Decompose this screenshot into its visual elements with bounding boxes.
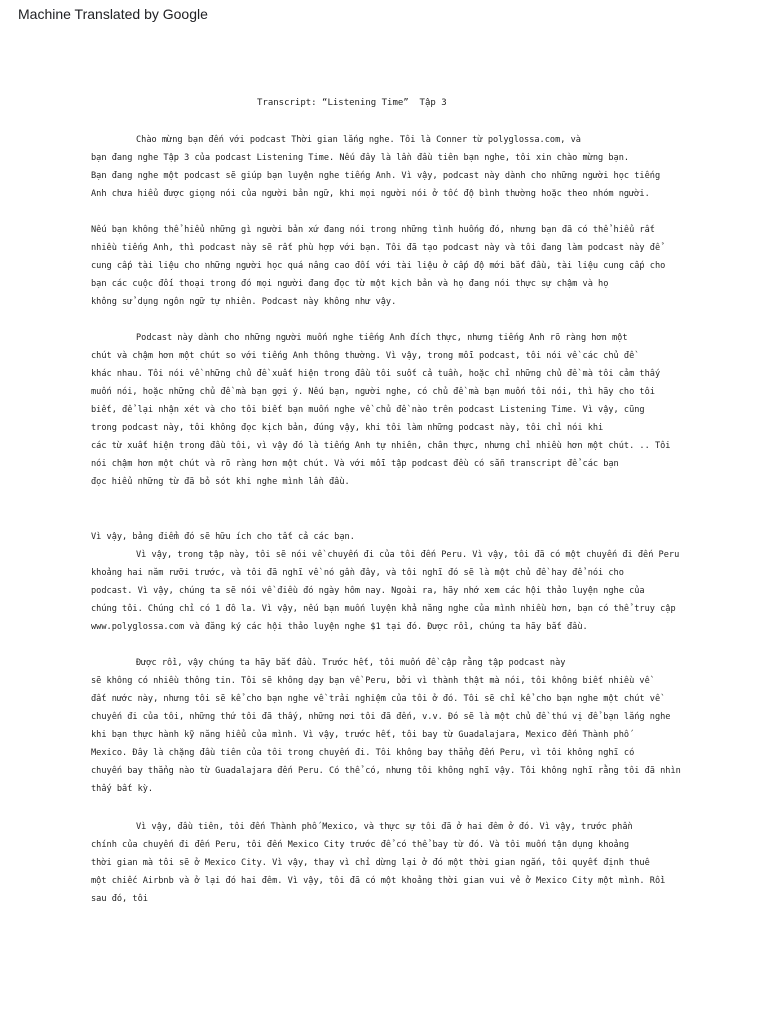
text-line: chuyến bay thẳng nào từ Guadalajara đến Peru. Có thể có, nhưng tôi không nghĩ vậy. Tôi không nghĩ rằng tôi đã nhìn bbox=[91, 766, 681, 776]
text-line: Podcast này dành cho những người muốn nghe tiếng Anh đích thực, nhưng tiếng Anh rõ ràng hơn một bbox=[136, 333, 628, 343]
text-line: Mexico. Đây là chặng đầu tiên của tôi trong chuyến đi. Tôi không bay thẳng đến Peru, vì tôi không nghĩ có bbox=[91, 748, 635, 758]
text-line: www.polyglossa.com và đăng ký các hội thảo luyện nghe $1 tại đó. Được rồi, chúng ta hãy bắt đầu. bbox=[91, 622, 588, 632]
text-line: cung cấp tài liệu cho những người học quá nâng cao đối với tài liệu ở cấp độ mới bắt đầu, tài liệu cung cấp cho bbox=[91, 261, 666, 271]
transcript-title: Transcript: “Listening Time” Tập 3 bbox=[257, 98, 447, 108]
text-line: không sử dụng ngôn ngữ tự nhiên. Podcast này không như vậy. bbox=[91, 297, 397, 307]
paragraph bbox=[91, 672, 691, 798]
paragraph bbox=[91, 654, 691, 672]
text-line: sẽ không có nhiều thông tin. Tôi sẽ không dạy bạn về Peru, bởi vì thành thật mà nói, tôi không biết nhiều về bbox=[91, 676, 650, 686]
paragraph bbox=[91, 528, 691, 546]
text-line: đất nước này, nhưng tôi sẽ kể cho bạn nghe về trải nghiệm của tôi ở đó. Tôi sẽ chỉ kể cho bạn nghe một chút về bbox=[91, 694, 661, 704]
machine-translation-banner: Machine Translated by Google bbox=[18, 6, 208, 22]
paragraph bbox=[91, 836, 691, 908]
text-line: Vì vậy, trong tập này, tôi sẽ nói về chuyến đi của tôi đến Peru. Vì vậy, tôi đã có một chuyến đi đến Peru bbox=[136, 550, 680, 560]
text-line: bạn các cuộc đối thoại trong đó mọi người đang đọc từ một kịch bản và họ đang nói thực sự chậm và họ bbox=[91, 279, 609, 289]
paragraph bbox=[91, 546, 691, 564]
text-line: Anh chưa hiểu được giọng nói của người bản ngữ, khi mọi người nói ở tốc độ bình thường hoặc theo nhóm người. bbox=[91, 189, 650, 199]
text-line: khi bạn thực hành kỹ năng hiểu của mình. Vì vậy, trước hết, tôi bay từ Guadalajara, Mexico đến Thành phố bbox=[91, 730, 630, 740]
text-line: chút và chậm hơn một chút so với tiếng Anh thông thường. Vì vậy, trong mỗi podcast, tôi nói về các chủ đề bbox=[91, 351, 635, 361]
text-line: khác nhau. Tôi nói về những chủ đề xuất hiện trong đầu tôi suốt cả tuần, hoặc chỉ những chủ đề mà tôi cảm thấy bbox=[91, 369, 661, 379]
paragraph bbox=[91, 818, 691, 836]
paragraph bbox=[91, 329, 691, 491]
text-line: Bạn đang nghe một podcast sẽ giúp bạn luyện nghe tiếng Anh. Vì vậy, podcast này dành cho những người học tiếng bbox=[91, 171, 661, 181]
text-line: muốn nói, hoặc những chủ đề mà bạn gợi ý. Nếu bạn, người nghe, có chủ đề mà bạn muốn tôi nói, thì hãy cho tôi bbox=[91, 387, 655, 397]
text-line: sau đó, tôi bbox=[91, 894, 148, 904]
text-line: đọc hiểu những từ đã bỏ sót khi nghe mình lần đầu. bbox=[91, 477, 350, 487]
text-line: các từ xuất hiện trong đầu tôi, vì vậy đó là tiếng Anh tự nhiên, chân thực, nhưng chỉ nhiều hơn một chút. .. Tôi bbox=[91, 441, 671, 451]
text-line: Được rồi, vậy chúng ta hãy bắt đầu. Trước hết, tôi muốn đề cập rằng tập podcast này bbox=[136, 658, 566, 668]
paragraph bbox=[91, 221, 691, 311]
text-line: Vì vậy, đầu tiên, tôi đến Thành phố Mexico, và thực sự tôi đã ở hai đêm ở đó. Vì vậy, trước phần bbox=[136, 822, 633, 832]
paragraph bbox=[91, 131, 691, 203]
text-line: thấy bất kỳ. bbox=[91, 784, 154, 794]
text-line: Nếu bạn không thể hiểu những gì người bản xứ đang nói trong những tình huống đó, nhưng bạn đã có thể hiểu rất bbox=[91, 225, 655, 235]
text-line: biết, để lại nhận xét và cho tôi biết bạn muốn nghe về chủ đề nào trên podcast Listening Time. Vì vậy, cũng bbox=[91, 405, 645, 415]
text-line: chuyến đi của tôi, những thứ tôi đã thấy, những nơi tôi đã đến, v.v. Đó sẽ là một chủ đề thú vị để bạn lắng nghe bbox=[91, 712, 671, 722]
text-line: thời gian mà tôi sẽ ở Mexico City. Vì vậy, thay vì chỉ dừng lại ở đó một thời gian ngắn, tôi quyết định thuê bbox=[91, 858, 650, 868]
text-line: nhiều tiếng Anh, thì podcast này sẽ rất phù hợp với bạn. Tôi đã tạo podcast này và tôi đang làm podcast này để bbox=[91, 243, 661, 253]
text-line: nói chậm hơn một chút và rõ ràng hơn một chút. Và với mỗi tập podcast đều có sẵn transcript để các bạn bbox=[91, 459, 619, 469]
text-line: Chào mừng bạn đến với podcast Thời gian lắng nghe. Tôi là Conner từ polyglossa.com, và bbox=[136, 135, 581, 145]
text-line: khoảng hai năm rưỡi trước, và tôi đã nghĩ về nó gần đây, và tôi nghĩ đó sẽ là một chủ đề hay để nói cho bbox=[91, 568, 624, 578]
text-line: podcast. Vì vậy, chúng ta sẽ nói về điều đó ngày hôm nay. Ngoài ra, hãy nhớ xem các hội thảo luyện nghe của bbox=[91, 586, 645, 596]
paragraph bbox=[91, 564, 691, 636]
text-line: một chiếc Airbnb và ở lại đó hai đêm. Vì vậy, tôi đã có một khoảng thời gian vui vẻ ở Mexico City một mình. Rồi bbox=[91, 876, 666, 886]
text-line: chúng tôi. Chúng chỉ có 1 đô la. Vì vậy, nếu bạn muốn luyện khả năng nghe của mình nhiều hơn, bạn có thể truy cập bbox=[91, 604, 676, 614]
text-line: chính của chuyến đi đến Peru, tôi đến Mexico City trước để có thể bay từ đó. Và tôi muốn tận dụng khoảng bbox=[91, 840, 630, 850]
text-line: trong podcast này, tôi không đọc kịch bản, đúng vậy, khi tôi làm những podcast này, tôi chỉ nói khi bbox=[91, 423, 604, 433]
text-line: Vì vậy, bảng điểm đó sẽ hữu ích cho tất cả các bạn. bbox=[91, 532, 355, 542]
text-line: bạn đang nghe Tập 3 của podcast Listening Time. Nếu đây là lần đầu tiên bạn nghe, tôi xin chào mừng bạn. bbox=[91, 153, 630, 163]
